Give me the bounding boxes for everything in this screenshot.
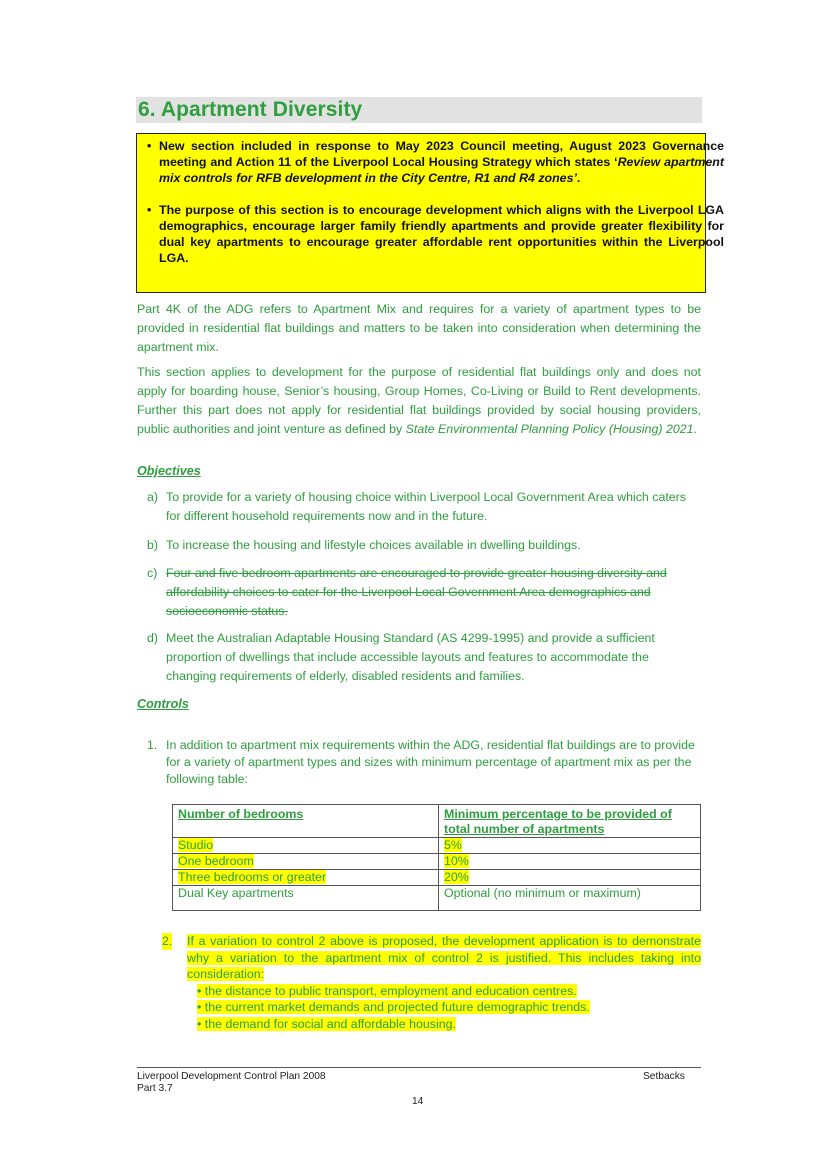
objective-c-label: c)	[147, 566, 158, 580]
table-cell: Optional (no minimum or maximum)	[439, 886, 701, 911]
table-header-bedrooms: Number of bedrooms	[173, 805, 439, 838]
control-2-bullet-1-text: • the distance to public transport, employment and education centres.	[197, 983, 577, 998]
intro-paragraph-2-policy: State Environmental Planning Policy (Housing) 2021	[405, 422, 694, 436]
table-cell	[439, 854, 701, 870]
objective-a-text: To provide for a variety of housing choice within Liverpool Local Government Area which caters for different household requirements now and in the future.	[166, 490, 686, 523]
control-1	[147, 737, 701, 788]
control-2-bullet-1	[162, 983, 701, 1000]
objective-b-text: To increase the housing and lifestyle choices available in dwelling buildings.	[166, 538, 581, 552]
intro-paragraph-2	[137, 363, 701, 439]
objective-d-label: d)	[147, 631, 159, 645]
objective-b	[147, 536, 701, 555]
table-header-percentage: Minimum percentage to be provided of total number of apartments	[439, 805, 701, 838]
table-header-row	[173, 805, 701, 838]
note-bullet-1-end: .	[576, 171, 581, 185]
apartment-mix-table	[172, 804, 701, 911]
note-list	[146, 138, 724, 266]
page-number: 14	[412, 1096, 424, 1107]
intro-paragraph-2-end: .	[693, 422, 697, 436]
table-cell	[439, 838, 701, 854]
control-2-text-block	[162, 933, 701, 983]
intro-paragraph-2-text: This section applies to development for the purpose of residential flat buildings only and does not apply for boarding house, Senior’s housing, Group Homes, Co-Living or Build to Rent developments. Further this part does not apply for residential flat buildings provided by social housing providers, public authorities and joint venture as defined by	[137, 365, 701, 436]
control-2-bullet-3-text: • the demand for social and affordable housing.	[197, 1016, 456, 1031]
table-cell-text: 20%	[444, 870, 469, 884]
objective-c-struck	[147, 564, 701, 621]
footer-section-name: Setbacks	[643, 1071, 685, 1082]
controls-heading: Controls	[137, 697, 189, 711]
table-cell-text: Studio	[178, 838, 214, 852]
table-row	[173, 854, 701, 870]
table-cell-text: One bedroom	[178, 854, 254, 868]
note-bullet-2: • The purpose of this section is to encourage development which aligns with the Liverpool LGA demographics, encourage larger family friendly apartments and provide greater flexibility for dual key apartments to encourage greater affordable rent opportunities within the Liverpool LGA.	[146, 202, 724, 266]
control-2	[162, 933, 701, 1032]
table-cell: Dual Key apartments	[173, 886, 439, 911]
section-heading: 6. Apartment Diversity	[138, 98, 363, 121]
note-bullet-1-quote: Review apartment mix controls for RFB development in the City Centre, R1 and R4 zones’	[159, 155, 724, 185]
objectives-heading: Objectives	[137, 464, 201, 478]
table-row	[173, 886, 701, 911]
objective-a	[147, 488, 701, 526]
footer-divider	[137, 1067, 701, 1068]
footer-document-title: Liverpool Development Control Plan 2008	[137, 1071, 326, 1082]
note-bullet-1-text: New section included in response to May 2023 Council meeting, August 2023 Governance meeting and Action 11 of the Liverpool Local Housing Strategy which states ‘	[159, 139, 724, 169]
control-2-bullet-3	[162, 1016, 701, 1033]
objective-a-label: a)	[147, 490, 159, 504]
table-cell	[173, 838, 439, 854]
table-cell-text: 10%	[444, 854, 469, 868]
table-cell-text: Three bedrooms or greater	[178, 870, 327, 884]
intro-paragraph-1: Part 4K of the ADG refers to Apartment Mix and requires for a variety of apartment types to be provided in residential flat buildings and matters to be taken into consideration when determining the apartment mix.	[137, 302, 701, 354]
table-cell	[173, 870, 439, 886]
control-2-text: If a variation to control 2 above is proposed, the development application is to demonstrate why a variation to the apartment mix of control 2 is justified. This includes taking into consideration:	[187, 934, 701, 981]
highlighted-note-box	[136, 133, 724, 293]
objective-b-label: b)	[147, 538, 159, 552]
table-row	[173, 870, 701, 886]
control-2-bullet-2-text: • the current market demands and projected future demographic trends.	[197, 1000, 590, 1014]
table-cell	[173, 854, 439, 870]
control-2-bullet-2	[162, 999, 701, 1016]
table-cell	[439, 870, 701, 886]
objective-c-text: Four and five bedroom apartments are encouraged to provide greater housing diversity and affordability choices to cater for the Liverpool Local Government Area demographics and socioeconomic status.	[166, 566, 667, 618]
table-cell-text: 5%	[444, 838, 462, 852]
section-heading-bar	[136, 97, 702, 123]
control-1-text: In addition to apartment mix requirements within the ADG, residential flat buildings are to provide for a variety of apartment types and sizes with minimum percentage of apartment mix as per the following table:	[166, 738, 695, 786]
footer-part: Part 3.7	[137, 1083, 173, 1094]
objective-d-text: Meet the Australian Adaptable Housing Standard (AS 4299-1995) and provide a sufficient proportion of dwellings that include accessible layouts and features to accommodate the changing requirements of elderly, disabled residents and families.	[166, 631, 655, 683]
control-1-label: 1.	[147, 738, 158, 752]
objective-d	[147, 629, 701, 686]
table-row	[173, 838, 701, 854]
control-2-label: 2.	[162, 934, 173, 948]
note-bullet-1	[146, 138, 724, 186]
